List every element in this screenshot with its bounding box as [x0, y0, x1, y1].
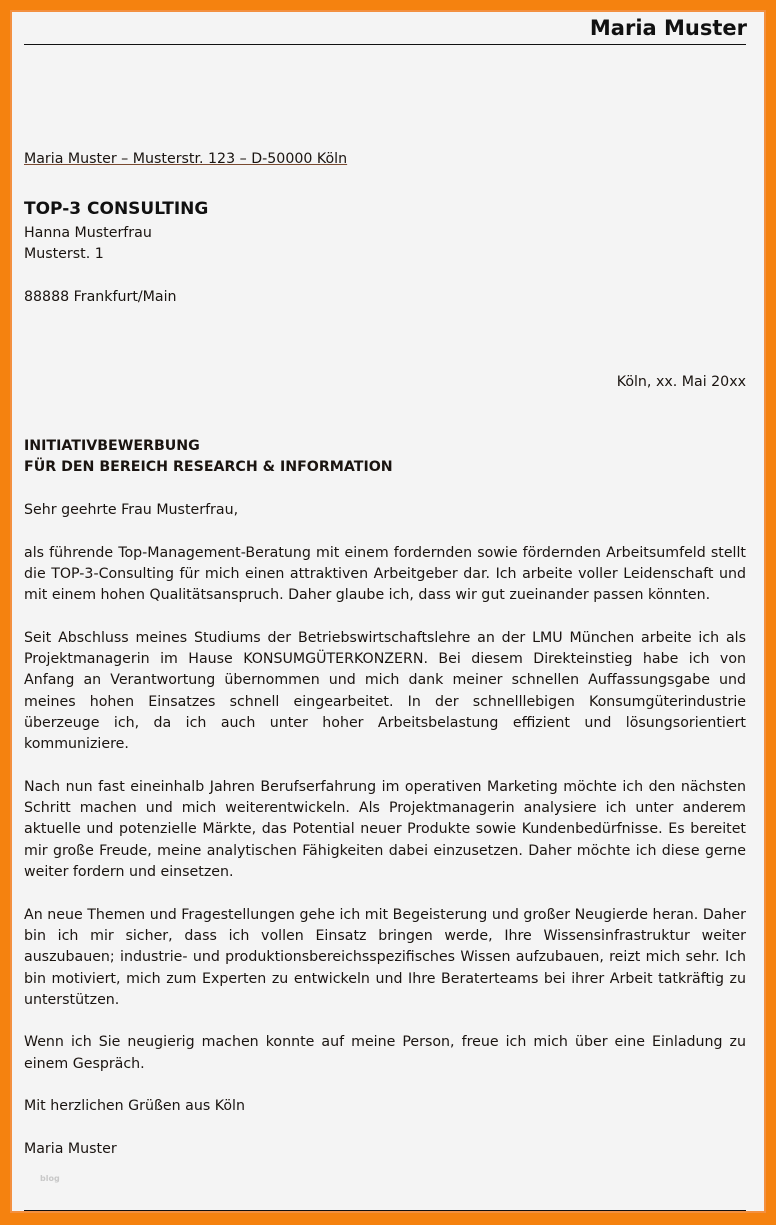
- recipient-company: TOP-3 CONSULTING: [24, 199, 209, 219]
- header-rule: [24, 44, 746, 45]
- letter-date: Köln, xx. Mai 20xx: [616, 374, 746, 390]
- sender-line: Maria Muster – Musterstr. 123 – D-50000 Köln: [24, 151, 348, 167]
- recipient-street: Musterst. 1: [24, 246, 104, 263]
- paragraph: Seit Abschluss meines Studiums der Betriebswirtschaftslehre an der LMU München arbeite ich als Projektmanagerin im Hause KONSUMGÜTERKONZERN. Bei diesem Direkteinstieg habe ich von Anfang an Verantwortung übernommen und mich dank meiner schnellen Auffassungsgabe und meines hohen Einsatzes schnell eingearbeitet. In der schnelllebigen Konsumgüterindustrie überzeuge ich, da ich auch unter hoher Arbeitsbelastung effizient und lösungsorientiert kommuniziere.: [24, 629, 746, 753]
- watermark: blog: [40, 1174, 60, 1183]
- recipient-city: 88888 Frankfurt/Main: [24, 288, 177, 305]
- paragraph: Nach nun fast eineinhalb Jahren Berufserfahrung im operativen Marketing möchte ich den nächsten Schritt machen und mich weiterentwickeln. Als Projektmanagerin analysiere ich unter anderem aktuelle und potenzielle Märkte, das Potential neuer Produkte sowie Kundenbedürfnisse. Es bereitet mir große Freude, meine analytischen Fähigkeiten dabei einzusetzen. Daher möchte ich diese gerne weiter fordern und einsetzen.: [24, 778, 746, 881]
- letter-body: [24, 500, 746, 1182]
- signature: Maria Muster: [24, 1140, 117, 1157]
- paragraph: An neue Themen und Fragestellungen gehe ich mit Begeisterung und großer Neugierde heran. Daher bin ich mir sicher, dass ich vollen Einsatz bringen werde, Ihre Wissensinfrastruktur weiter auszubauen; industrie- und produktionsbereichsspezifisches Wissen aufzubauen, reizt mich sehr. Ich bin motiviert, mich zum Experten zu entwickeln und Ihre Beraterteams bei ihrer Arbeit tatkräftig zu unterstützen.: [24, 906, 746, 1008]
- paragraph: Wenn ich Sie neugierig machen konnte auf meine Person, freue ich mich über eine Einladung zu einem Gespräch.: [24, 1034, 746, 1072]
- closing: Mit herzlichen Grüßen aus Köln: [24, 1098, 245, 1115]
- paragraph: als führende Top-Management-Beratung mit einem fordernden sowie fördernden Arbeitsumfeld stellt die TOP-3-Consulting für mich einen attraktiven Arbeitgeber dar. Ich arbeite voller Leidenschaft und mit einem hohen Qualitätsanspruch. Daher glaube ich, dass wir gut zueinander passen könnten.: [24, 544, 746, 604]
- salutation: Sehr geehrte Frau Musterfrau,: [24, 502, 239, 518]
- subject: [24, 436, 393, 479]
- header-name: Maria Muster: [589, 16, 747, 40]
- subject-line-1: INITIATIVBEWERBUNG: [24, 438, 200, 454]
- recipient-name: Hanna Musterfrau: [24, 225, 152, 241]
- recipient-address: [24, 223, 177, 308]
- subject-line-2: FÜR DEN BEREICH RESEARCH & INFORMATION: [24, 459, 393, 476]
- footer-rule: [24, 1210, 746, 1211]
